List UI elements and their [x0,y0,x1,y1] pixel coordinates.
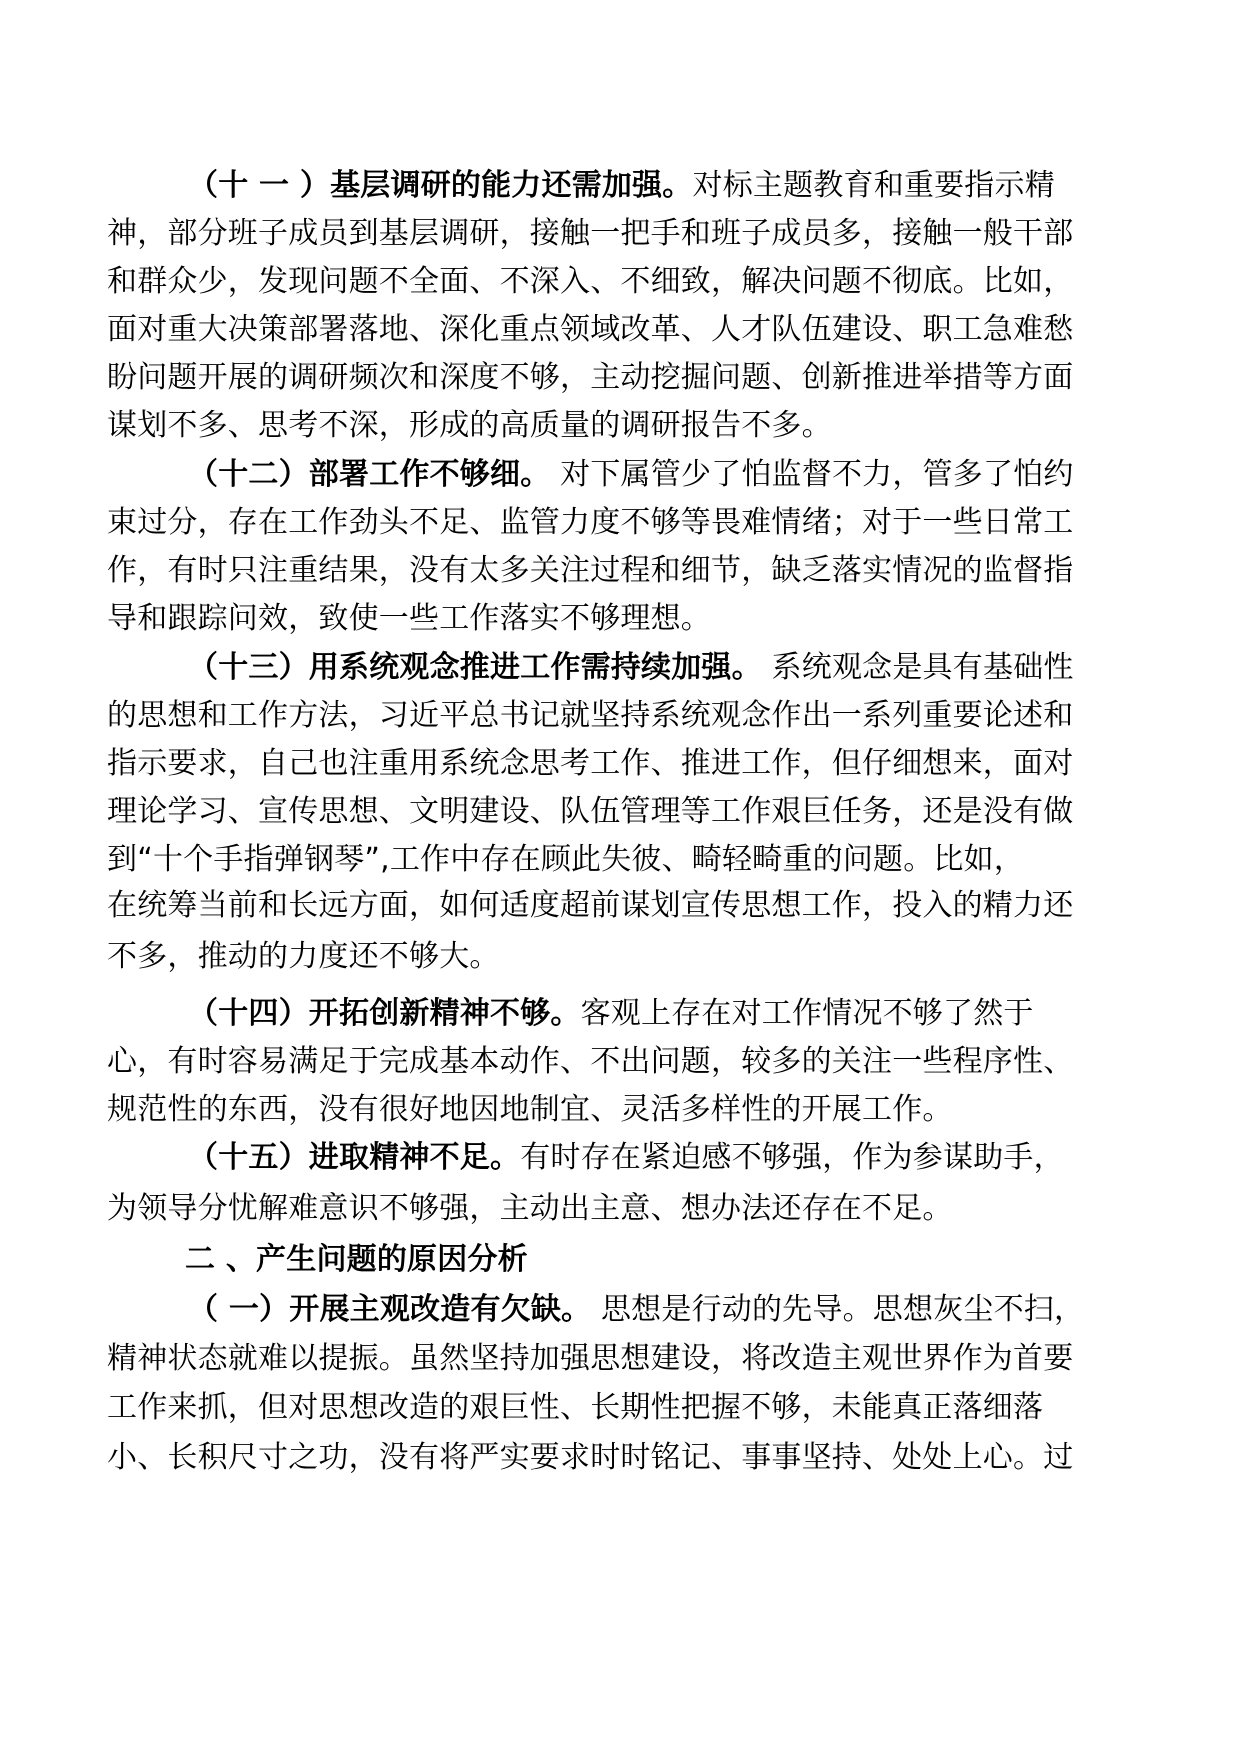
paragraph-14-line-1 [188,994,1128,1034]
paragraph-11-line-5: 盼问题开展的调研频次和深度不够，主动挖掘问题、创新推进举措等方面 [107,360,1074,395]
paragraph-cause-1-line-2: 精神状态就难以提振。虽然坚持加强思想建设，将改造主观世界作为首要 [107,1341,1074,1376]
paragraph-12-line-2: 束过分，存在工作劲头不足、监管力度不够等畏难情绪；对于一些日常工 [107,505,1074,540]
paragraph-11-line-6: 谋划不多、思考不深，形成的高质量的调研报告不多。 [107,408,832,443]
paragraph-13-line-7: 不多，推动的力度还不够大。 [107,939,500,974]
paragraph-12-line-1 [188,455,1128,495]
paragraph-13-line-2: 的思想和工作方法，习近平总书记就坚持系统观念作出一系列重要论述和 [107,698,1074,733]
paragraph-15-text: 有时存在紧迫感不够强，作为参谋助手， [520,1140,1064,1175]
paragraph-cause-1-heading: （ 一）开展主观改造有欠缺。 [188,1292,592,1327]
paragraph-13-line-4: 理论学习、宣传思想、文明建设、队伍管理等工作艰巨任务，还是没有做 [107,794,1074,829]
paragraph-cause-1-line-3: 工作来抓，但对思想改造的艰巨性、长期性把握不够，未能真正落细落 [107,1390,1044,1425]
section-title: 二 、产生问题的原因分析 [185,1242,528,1277]
paragraph-cause-1-text: 思想是行动的先导。思想灰尘不扫， [591,1292,1085,1327]
paragraph-14-line-2: 心，有时容易满足于完成基本动作、不出问题，较多的关注一些程序性、 [107,1044,1074,1079]
paragraph-12-line-4: 导和跟踪问效，致使一些工作落实不够理想。 [107,601,711,636]
paragraph-12-text: 对下属管少了怕监督不力，管多了怕约 [550,457,1074,492]
paragraph-14-heading: （十四）开拓创新精神不够。 [188,996,581,1031]
paragraph-13-line-6: 在统筹当前和长远方面，如何适度超前谋划宣传思想工作，投入的精力还 [107,888,1074,923]
paragraph-15-heading: （十五）进取精神不足。 [188,1140,521,1175]
paragraph-11-line-2: 神，部分班子成员到基层调研，接触一把手和班子成员多，接触一般干部 [107,216,1074,251]
paragraph-12-heading: （十二）部署工作不够细。 [188,457,551,492]
paragraph-13-text: 系统观念是具有基础性 [761,650,1074,685]
paragraph-11-line-4: 面对重大决策部署落地、深化重点领域改革、人才队伍建设、职工急难愁 [107,312,1074,347]
paragraph-13-line-3: 指示要求，自己也注重用系统念思考工作、推进工作，但仔细想来，面对 [107,746,1074,781]
paragraph-11-text: 对标主题教育和重要指示精 [692,168,1055,203]
paragraph-12-line-3: 作，有时只注重结果，没有太多关注过程和细节，缺乏落实情况的监督指 [107,553,1074,588]
paragraph-11-heading: （十 一 ）基层调研的能力还需加强。 [188,168,693,203]
paragraph-13-line-5: 到“十个手指弹钢琴”,工作中存在顾此失彼、畸轻畸重的问题。比如， [107,842,1025,877]
paragraph-11-line-1 [188,166,1128,206]
paragraph-cause-1-line-4: 小、长积尺寸之功，没有将严实要求时时铭记、事事坚持、处处上心。过 [107,1440,1074,1475]
paragraph-14-text: 客观上存在对工作情况不够了然于 [580,996,1034,1031]
paragraph-15-line-1 [188,1138,1128,1178]
paragraph-13-heading: （十三）用系统观念推进工作需持续加强。 [188,650,762,685]
paragraph-13-line-1 [188,648,1128,688]
paragraph-15-line-2: 为领导分忧解难意识不够强，主动出主意、想办法还存在不足。 [107,1191,953,1226]
paragraph-cause-1-line-1 [188,1290,1128,1330]
paragraph-11-line-3: 和群众少，发现问题不全面、不深入、不细致，解决问题不彻底。比如， [107,264,1074,299]
paragraph-14-line-3: 规范性的东西，没有很好地因地制宜、灵活多样性的开展工作。 [107,1092,953,1127]
